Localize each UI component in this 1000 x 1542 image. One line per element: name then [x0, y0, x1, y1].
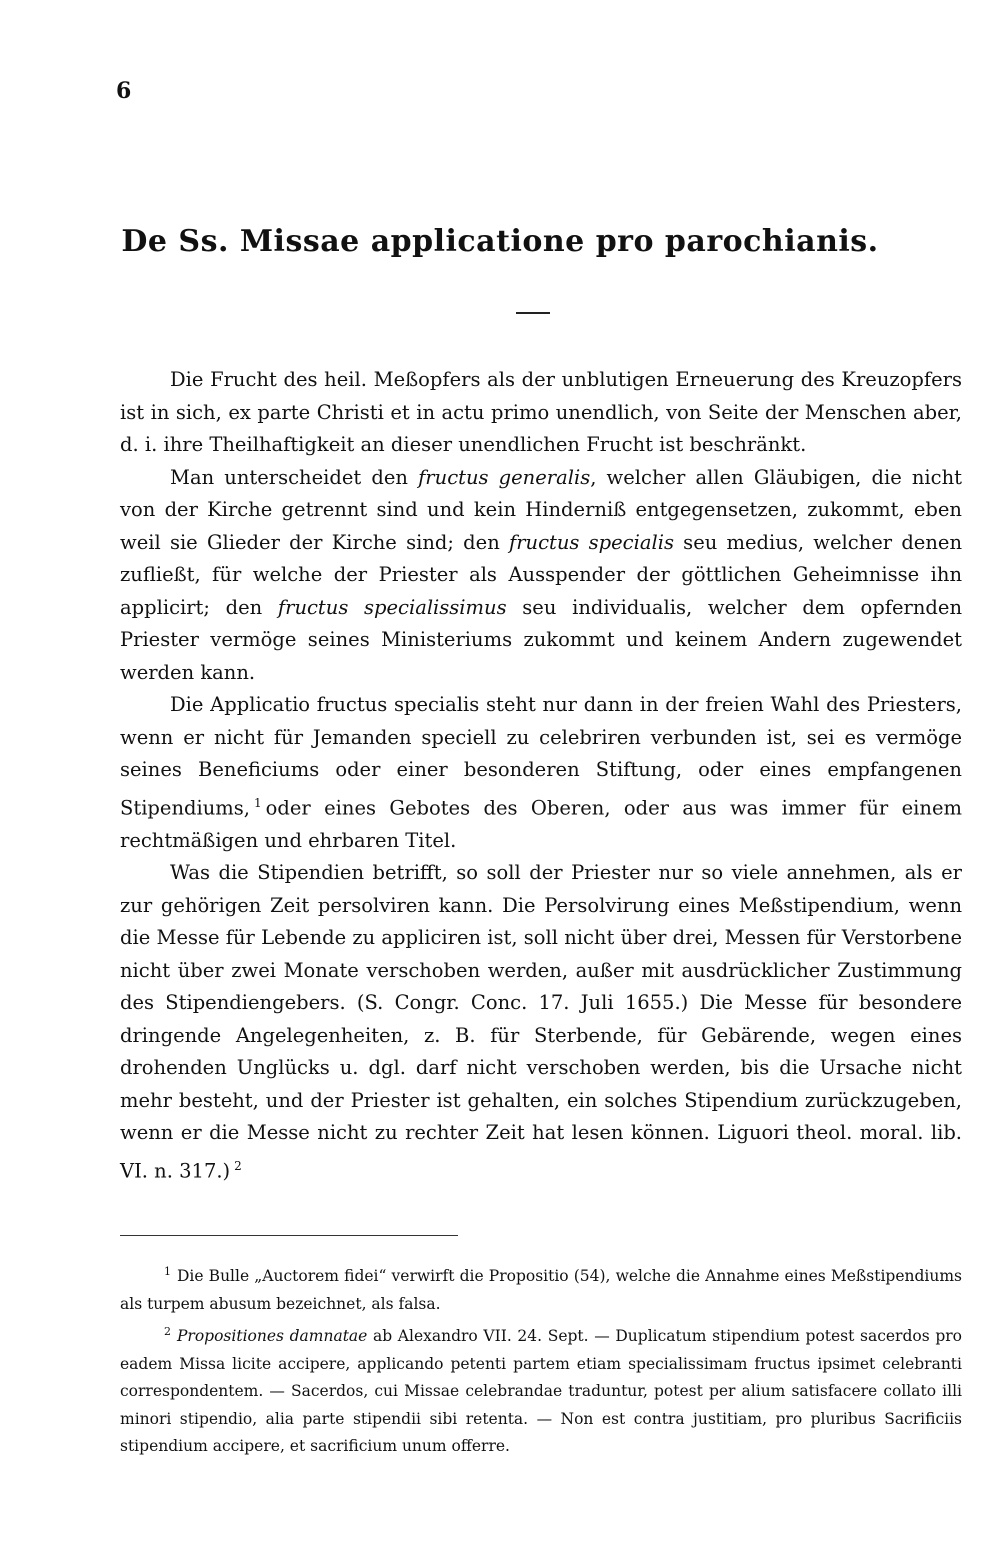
paragraph-3-text-b: oder eines Gebotes des Oberen, oder aus was immer für einem rechtmäßigen und ehrbaren Titel.: [120, 796, 962, 852]
paragraph-2-text-c: seu medius, welcher denen zufließt, für welche der Priester als Ausspender der göttlichen Geheimnisse ihn applicirt; den: [120, 530, 962, 619]
footnote-1: [120, 1258, 962, 1318]
footnote-1-mark: 1: [164, 1265, 171, 1278]
paragraph-2-text-a: Man unterscheidet den: [170, 465, 419, 489]
footnote-2-heading: Propositiones damnatae: [177, 1327, 368, 1346]
footnotes: [120, 1258, 962, 1461]
page-title: De Ss. Missae applicatione pro parochianis.: [121, 224, 879, 259]
term-fructus-generalis: fructus generalis: [418, 465, 591, 489]
footnote-2-text: ab Alexandro VII. 24. Sept. — Duplicatum stipendium potest sacerdos pro eadem Missa licite accipere, applicando petenti partem etiam specialissimam fructus ipsimet celebranti correspondentem. — Sacerdos, cui Missae celebrandae traduntur, potest per alium satisfacere collato illi minori stipendio, alia parte stipendii sibi retenta. — Non est contra justitiam, pro pluribus Sacrificiis stipendium accipere, et sacrificium unum offerre.: [120, 1327, 962, 1456]
footnote-reference-1[interactable]: 1: [254, 795, 262, 810]
title-divider: [516, 312, 550, 314]
footnote-1-text: Die Bulle „Auctorem fidei“ verwirft die Propositio (54), welche die Annahme eines Meßstipendiums als turpem abusum bezeichnet, als falsa.: [120, 1267, 962, 1313]
body-text: [120, 364, 962, 1188]
term-fructus-specialissimus: fructus specialissimus: [277, 595, 507, 619]
paragraph-2-text-d: seu individualis, welcher dem opfernden Priester vermöge seines Ministeriums zukommt und keinem Andern zugewendet werden kann.: [120, 595, 962, 684]
paragraph-4-text: Was die Stipendien betrifft, so soll der Priester nur so viele annehmen, als er zur gehörigen Zeit persolviren kann. Die Persolvirung eines Meßstipendium, wenn die Messe für Lebende zu appliciren ist, soll nicht über drei, Messen für Verstorbene nicht über zwei Monate verschoben werden, außer mit ausdrücklicher Zustimmung des Stipendiengebers. (S. Congr. Conc. 17. Juli 1655.) Die Messe für besondere dringende Angelegenheiten, z. B. für Sterbende, für Gebärende, wegen eines drohenden Unglücks u. dgl. darf nicht verschoben werden, bis die Ursache nicht mehr besteht, und der Priester ist gehalten, ein solches Stipendium zurückzugeben, wenn er die Messe nicht zu rechter Zeit hat lesen können. Liguori theol. moral. lib. VI. n. 317.): [120, 861, 962, 1182]
paragraph-2-text-b: , welcher allen Gläubigen, die nicht von der Kirche getrennt sind und kein Hinderniß entgegensetzen, zukommt, eben weil sie Glieder der Kirche sind; den: [120, 465, 962, 554]
footnote-2-mark: 2: [164, 1325, 171, 1339]
footnote-reference-2[interactable]: 2: [234, 1158, 242, 1173]
term-fructus-specialis: fructus specialis: [509, 530, 674, 554]
footnote-2: [120, 1318, 962, 1461]
paragraph-3-text-a: Die Applicatio fructus specialis steht nur dann in der freien Wahl des Priesters, wenn er nicht für Jemanden speciell zu celebriren verbunden ist, sei es vermöge seines Beneficiums oder einer besonderen Stiftung, oder eines empfangenen Stipendiums,: [120, 693, 962, 819]
paragraph-3: [120, 689, 962, 857]
paragraph-2: [120, 462, 962, 690]
paragraph-4: [120, 857, 962, 1188]
footnote-separator: [120, 1235, 458, 1236]
paragraph-1: Die Frucht des heil. Meßopfers als der unblutigen Erneuerung des Kreuzopfers ist in sich, ex parte Christi et in actu primo unendlich, von Seite der Menschen aber, d. i. ihre Theilhaftigkeit an dieser unendlichen Frucht ist beschränkt.: [120, 368, 962, 456]
page-number: 6: [116, 78, 132, 104]
